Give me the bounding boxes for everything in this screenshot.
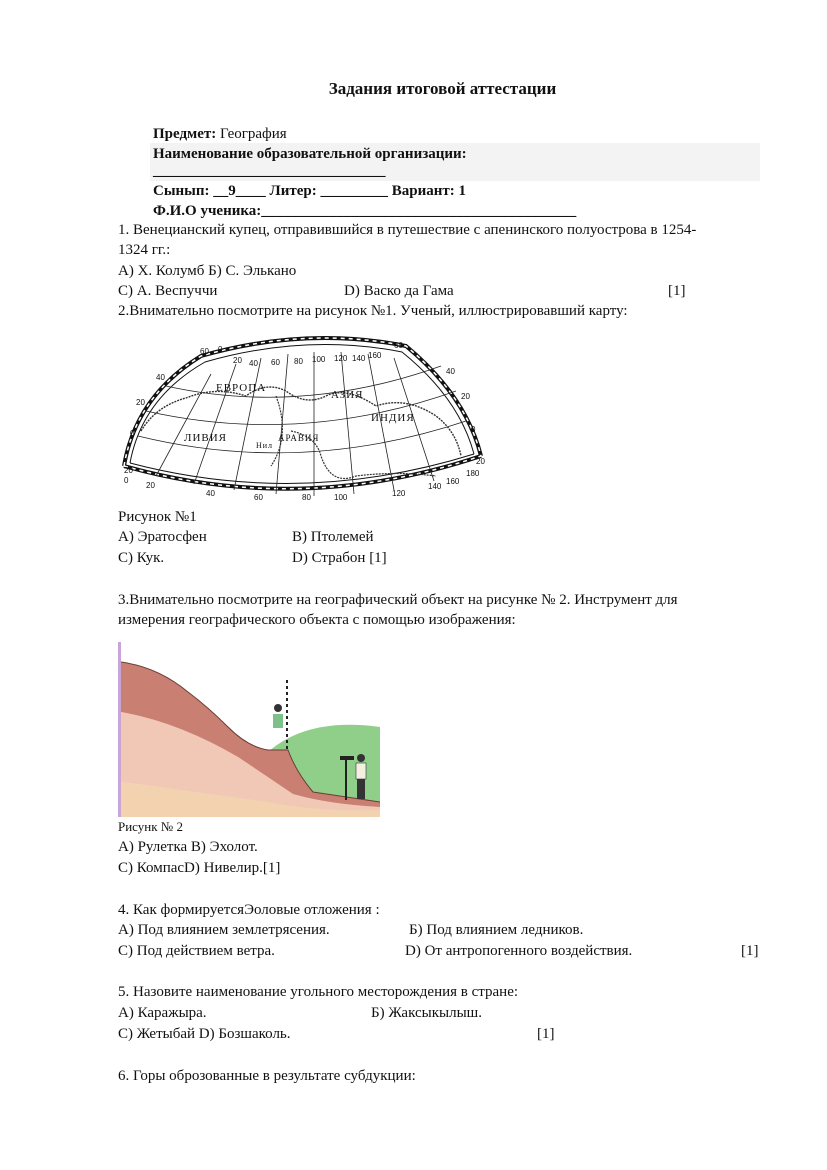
svg-text:0: 0 [471, 425, 476, 434]
figure-2-caption: Рисунк № 2 [118, 819, 183, 834]
q1-option-d: D) Васко да Гама [344, 283, 454, 299]
map-label-asia: АЗИЯ [331, 389, 364, 401]
q4-score: [1] [741, 943, 759, 959]
student-name-line: Ф.И.О ученика:__________________________________________ [153, 203, 577, 219]
subject-line [153, 124, 287, 144]
subject-label: Предмет: [153, 126, 217, 142]
q1-options-ab: А) Х. Колумб Б) С. Элькано [118, 263, 297, 279]
map-label-europe: ЕВРОПА [216, 382, 267, 394]
q2-option-b: В) Птолемей [292, 529, 374, 545]
svg-text:100: 100 [334, 493, 348, 501]
svg-text:80: 80 [294, 357, 303, 366]
figure-1-ptolemy-map [116, 336, 486, 501]
map-label-nile: Нил [256, 441, 274, 450]
org-blank[interactable]: _______________________________ [153, 163, 386, 179]
org-label: Наименование образовательной организации: [153, 146, 467, 162]
svg-text:0: 0 [218, 345, 223, 354]
q2-text: 2.Внимательно посмотрите на рисунок №1. Ученый, иллюстрировавший карту: [118, 303, 628, 319]
q1-score: [1] [668, 283, 686, 299]
figure-1-caption: Рисунок №1 [118, 509, 197, 525]
svg-text:40: 40 [156, 373, 165, 382]
svg-text:60: 60 [200, 347, 209, 356]
svg-text:140: 140 [428, 482, 442, 491]
svg-text:20: 20 [461, 392, 470, 401]
svg-text:80: 80 [302, 493, 311, 501]
svg-text:140: 140 [352, 354, 366, 363]
svg-text:180: 180 [466, 469, 480, 478]
q3-text-2: измерения географического объекта с помощью изображения: [118, 612, 516, 628]
svg-text:20: 20 [124, 466, 133, 475]
q2-option-d: D) Страбон [1] [292, 550, 387, 566]
q1-text-2: 1324 гг.: [118, 242, 171, 258]
map-label-arabia: АРАВИЯ [278, 433, 320, 443]
q6-text: 6. Горы оброзованные в результате субдукции: [118, 1068, 416, 1084]
subject-value: География [216, 126, 287, 142]
svg-text:60: 60 [394, 341, 403, 350]
svg-text:0: 0 [124, 476, 129, 485]
svg-text:40: 40 [206, 489, 215, 498]
q2-option-c: С) Кук. [118, 550, 165, 566]
svg-text:160: 160 [368, 351, 382, 360]
q5-text: 5. Назовите наименование угольного месторождения в стране: [118, 984, 519, 1000]
svg-text:120: 120 [392, 489, 406, 498]
q1-option-c: С) А. Веспуччи [118, 283, 218, 299]
page-title: Задания итоговой аттестации [328, 79, 557, 98]
q5-option-b: Б) Жаксыкылыш. [371, 1005, 482, 1021]
svg-text:40: 40 [249, 359, 258, 368]
svg-text:60: 60 [271, 358, 280, 367]
svg-text:40: 40 [446, 367, 455, 376]
q4-option-d: D) От антропогенного воздействия. [405, 943, 633, 959]
map-label-libya: ЛИВИЯ [184, 432, 228, 444]
class-line: Сынып: __9____ Литер: _________ Вариант: 1 [153, 183, 466, 199]
svg-text:120: 120 [334, 354, 348, 363]
svg-text:20: 20 [233, 356, 242, 365]
svg-text:20: 20 [476, 457, 485, 466]
q1-text-1: 1. Венецианский купец, отправившийся в путешествие с апенинского полуострова в 1254- [118, 222, 697, 238]
q3-options-ab: А) Рулетка В) Эхолот. [118, 839, 258, 855]
map-label-india: ИНДИЯ [371, 412, 415, 424]
svg-text:100: 100 [312, 355, 326, 364]
svg-text:20: 20 [146, 481, 155, 490]
q4-option-b: Б) Под влиянием ледников. [409, 922, 584, 938]
svg-text:160: 160 [446, 477, 460, 486]
q2-option-a: А) Эратосфен [118, 529, 207, 545]
q4-text: 4. Как формируетсяЭоловые отложения : [118, 902, 380, 918]
figure-2-leveling-illustration [118, 642, 380, 817]
q3-options-cd: С) КомпасD) Нивелир.[1] [118, 860, 281, 876]
q4-option-c: С) Под действием ветра. [118, 943, 275, 959]
q5-option-a: А) Каражыра. [118, 1005, 207, 1021]
svg-text:0: 0 [130, 429, 135, 438]
q5-score: [1] [537, 1026, 555, 1042]
q5-options-cd: С) Жетыбай D) Бозшаколь. [118, 1026, 291, 1042]
svg-text:20: 20 [136, 398, 145, 407]
svg-text:60: 60 [254, 493, 263, 501]
q4-option-a: А) Под влиянием землетрясения. [118, 922, 330, 938]
q3-text-1: 3.Внимательно посмотрите на географический объект на рисунке № 2. Инструмент для [118, 592, 678, 608]
